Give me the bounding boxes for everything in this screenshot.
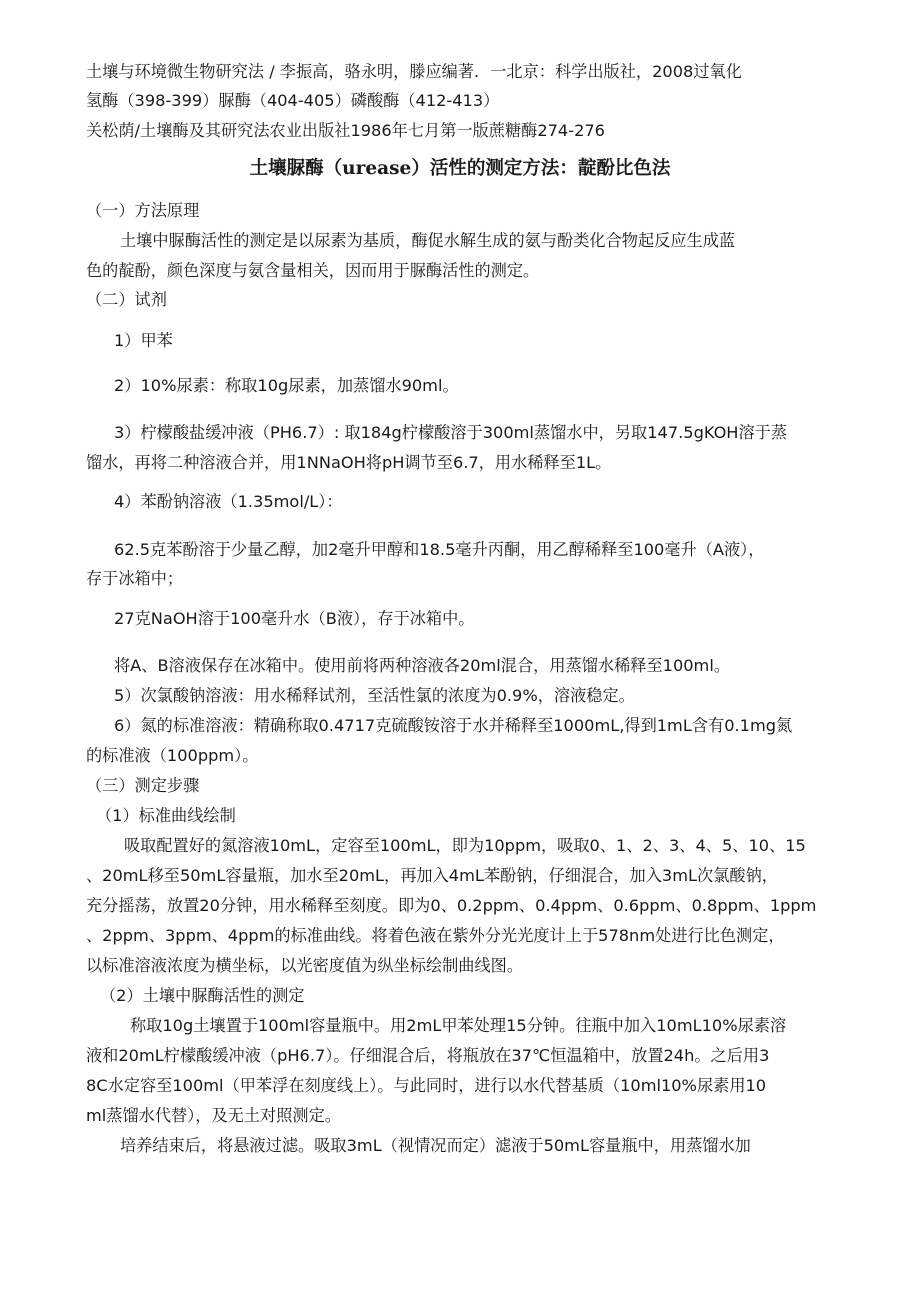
- reagent-3-line-1: 3）柠檬酸盐缓冲液（PH6.7）: 取184g柠檬酸溶于300ml蒸馏水中，另取147.5gKOH溶于蒸: [114, 423, 788, 442]
- title-suffix: ）活性的测定方法：靛酚比色法: [411, 158, 671, 179]
- section-heading-reagents: （二）试剂: [86, 290, 167, 309]
- step-1-heading: （1）标准曲线绘制: [96, 806, 236, 825]
- step-1-line-4: 、2ppm、3ppm、4ppm的标准曲线。将着色液在紫外分光光度计上于578nm处进行比色测定，: [86, 926, 785, 945]
- section-heading-principle: （一）方法原理: [86, 201, 200, 220]
- page-title: [0, 157, 920, 181]
- title-prefix: 土壤脲酶（: [249, 158, 343, 179]
- step-2-line-5: 培养结束后，将悬液过滤。吸取3mL（视情况而定）滤液于50mL容量瓶中，用蒸馏水加: [120, 1136, 751, 1155]
- reagent-4a-line-2: 存于冰箱中；: [86, 569, 184, 588]
- step-1-line-1: 吸取配置好的氮溶液10mL，定容至100mL，即为10ppm，吸取0、1、2、3、4、5、10、15: [124, 836, 806, 855]
- reagent-4a-line-1: 62.5克苯酚溶于少量乙醇，加2毫升甲醇和18.5毫升丙酮，用乙醇稀释至100毫升（A液），: [114, 540, 765, 559]
- step-2-line-4: ml蒸馏水代替），及无土对照测定。: [86, 1106, 341, 1125]
- step-2-heading: （2）土壤中脲酶活性的测定: [100, 986, 305, 1005]
- reagent-1: 1）甲苯: [114, 331, 173, 350]
- step-2-line-3: 8C水定容至100ml（甲苯浮在刻度线上）。与此同时，进行以水代替基质（10ml10%尿素用10: [86, 1076, 767, 1095]
- reagent-4c: 将A、B溶液保存在冰箱中。使用前将两种溶液各20ml混合，用蒸馏水稀释至100ml。: [114, 656, 731, 675]
- reagent-6-line-2: 的标准液（100ppm）。: [86, 746, 259, 765]
- reagent-6-line-1: 6）氮的标准溶液：精确称取0.4717克硫酸铵溶于水并稀释至1000mL,得到1mL含有0.1mg氮: [114, 716, 793, 735]
- reagent-5: 5）次氯酸钠溶液：用水稀释试剂，至活性氯的浓度为0.9%，溶液稳定。: [114, 686, 635, 705]
- reagent-3-line-2: 馏水，再将二种溶液合并，用1NNaOH将pH调节至6.7，用水稀释至1L。: [86, 453, 612, 472]
- step-2-line-1: 称取10g土壤置于100ml容量瓶中。用2mL甲苯处理15分钟。往瓶中加入10mL10%尿素溶: [130, 1016, 787, 1035]
- step-2-line-2: 液和20mL柠檬酸缓冲液（pH6.7）。仔细混合后，将瓶放在37℃恒温箱中，放置24h。之后用3: [86, 1046, 770, 1065]
- step-1-line-2: 、20mL移至50mL容量瓶，加水至20mL，再加入4mL苯酚钠，仔细混合，加入3mL次氯酸钠，: [86, 866, 778, 885]
- section-heading-procedure: （三）测定步骤: [86, 776, 200, 795]
- reference-line-1: 土壤与环境微生物研究法 / 李振高，骆永明，滕应编著．一北京：科学出版社，2008过氧化: [86, 62, 742, 81]
- reference-line-3: 关松荫/土壤酶及其研究法农业出版社1986年七月第一版蔗糖酶274-276: [86, 121, 605, 140]
- principle-line-2: 色的靛酚，颜色深度与氨含量相关，因而用于脲酶活性的测定。: [86, 261, 540, 280]
- reagent-2: 2）10%尿素：称取10g尿素，加蒸馏水90ml。: [114, 376, 459, 395]
- reference-line-2: 氢酶（398-399）脲酶（404-405）磷酸酶（412-413）: [86, 91, 500, 110]
- principle-line-1: 土壤中脲酶活性的测定是以尿素为基质，酶促水解生成的氨与酚类化合物起反应生成蓝: [120, 231, 736, 250]
- step-1-line-3: 充分摇荡，放置20分钟，用水稀释至刻度。即为0、0.2ppm、0.4ppm、0.6ppm、0.8ppm、1ppm: [86, 896, 817, 915]
- title-keyword: urease: [342, 158, 412, 179]
- reagent-4b: 27克NaOH溶于100毫升水（B液），存于冰箱中。: [114, 609, 475, 628]
- reagent-4: 4）苯酚钠溶液（1.35mol/L）：: [114, 492, 343, 511]
- step-1-line-5: 以标准溶液浓度为横坐标，以光密度值为纵坐标绘制曲线图。: [86, 956, 524, 975]
